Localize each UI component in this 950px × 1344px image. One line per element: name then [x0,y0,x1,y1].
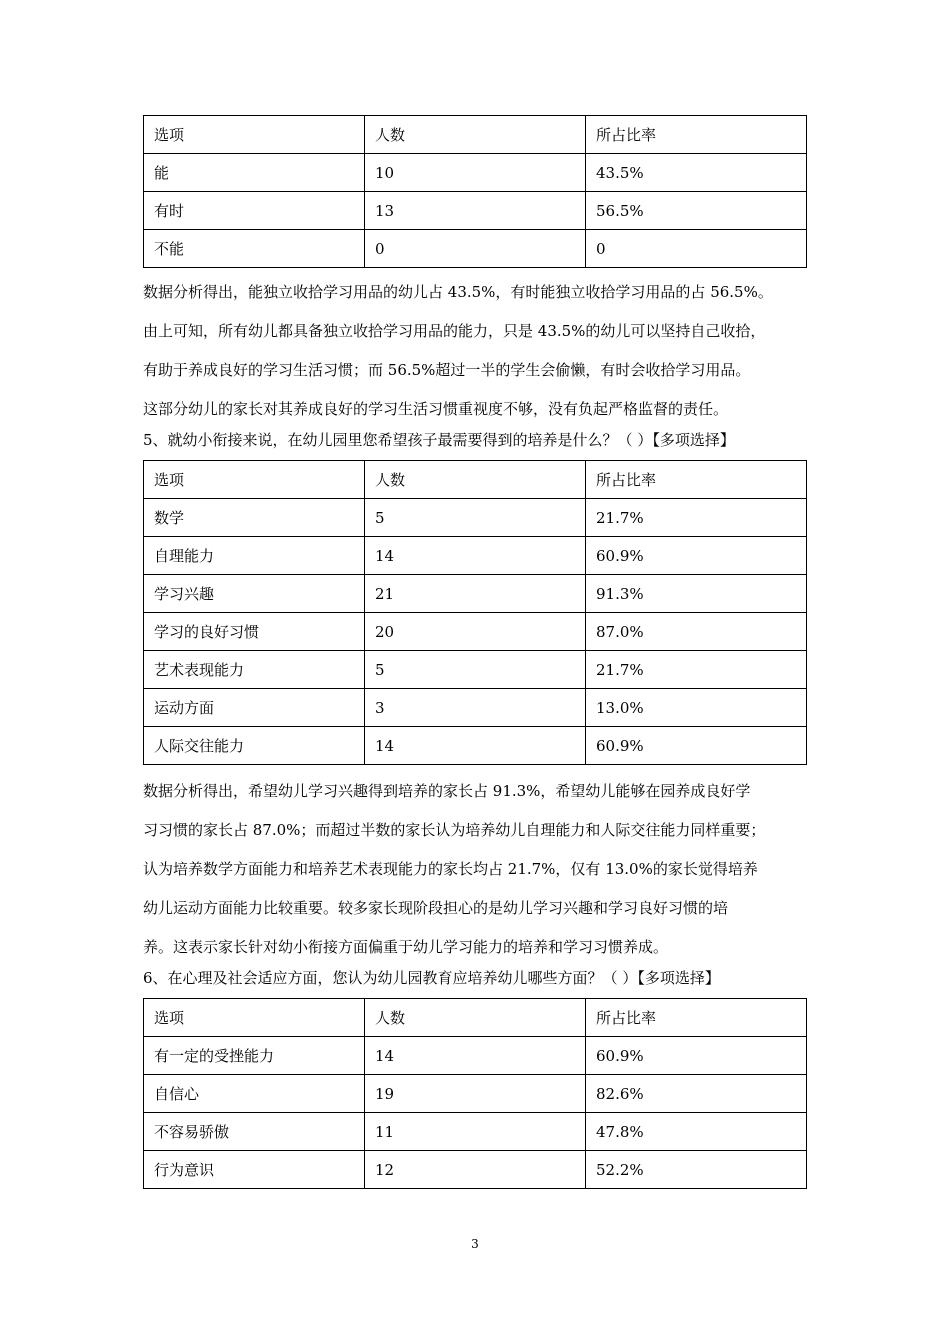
table-cell: 人际交往能力 [144,727,365,765]
table-cell: 3 [365,689,586,727]
table-cell: 自信心 [144,1075,365,1113]
table-row [144,1037,807,1075]
table-cell: 学习兴趣 [144,575,365,613]
table-cell: 20 [365,613,586,651]
table-cell: 5 [365,499,586,537]
table-cell: 所占比率 [586,461,807,499]
table-cell: 选项 [144,461,365,499]
table-header-row [144,999,807,1037]
table-cell: 19 [365,1075,586,1113]
table-row [144,727,807,765]
table-cell: 82.6% [586,1075,807,1113]
paragraph-line: 幼儿运动方面能力比较重要。较多家长现阶段担心的是幼儿学习兴趣和学习良好习惯的培 [143,899,729,917]
table-cell: 不能 [144,230,365,268]
table-cell: 5 [365,651,586,689]
table-cell: 人数 [365,999,586,1037]
table-cell: 60.9% [586,727,807,765]
table-cell: 14 [365,727,586,765]
analysis-paragraph-2 [143,772,807,967]
table-cell: 有一定的受挫能力 [144,1037,365,1075]
table-cell: 数学 [144,499,365,537]
table-cell: 10 [365,154,586,192]
table-row [144,1113,807,1151]
analysis-paragraph-1 [143,273,807,429]
table-cell: 47.8% [586,1113,807,1151]
table-cell: 14 [365,537,586,575]
table-row [144,575,807,613]
table-cell: 运动方面 [144,689,365,727]
question-6: 6、在心理及社会适应方面，您认为幼儿园教育应培养幼儿哪些方面？（ ）【多项选择】 [143,969,720,987]
table-cell: 14 [365,1037,586,1075]
table-cell: 人数 [365,461,586,499]
paragraph-line: 习习惯的家长占 87.0%；而超过半数的家长认为培养幼儿自理能力和人际交往能力同样重要； [143,821,766,839]
table-cell: 所占比率 [586,116,807,154]
paragraph-line: 由上可知，所有幼儿都具备独立收拾学习用品的能力，只是 43.5%的幼儿可以坚持自己收拾， [143,322,766,340]
table-row [144,689,807,727]
table-row [144,613,807,651]
table-header-row [144,461,807,499]
table-cell: 有时 [144,192,365,230]
paragraph-line: 数据分析得出，能独立收拾学习用品的幼儿占 43.5%，有时能独立收拾学习用品的占 56.5%。 [143,283,773,301]
table-cell: 21.7% [586,651,807,689]
table-cell: 87.0% [586,613,807,651]
table-cell: 21.7% [586,499,807,537]
table-cell: 所占比率 [586,999,807,1037]
paragraph-line: 这部分幼儿的家长对其养成良好的学习生活习惯重视度不够，没有负起严格监督的责任。 [143,400,729,418]
table-cell: 自理能力 [144,537,365,575]
page-number: 3 [471,1237,479,1251]
table-cell: 21 [365,575,586,613]
table-row [144,537,807,575]
table-cell: 0 [365,230,586,268]
paragraph-line: 有助于养成良好的学习生活习惯；而 56.5%超过一半的学生会偷懒，有时会收拾学习用品。 [143,361,751,379]
table-cell: 选项 [144,116,365,154]
table-cell: 60.9% [586,537,807,575]
table-cell: 行为意识 [144,1151,365,1189]
table-cell: 91.3% [586,575,807,613]
table-cell: 13 [365,192,586,230]
table-cell: 选项 [144,999,365,1037]
table-row [144,230,807,268]
survey-table-3 [143,998,807,1189]
table-row [144,192,807,230]
table-cell: 12 [365,1151,586,1189]
table-row [144,1151,807,1189]
table-cell: 不容易骄傲 [144,1113,365,1151]
table-cell: 60.9% [586,1037,807,1075]
table-cell: 能 [144,154,365,192]
question-5: 5、就幼小衔接来说，在幼儿园里您希望孩子最需要得到的培养是什么？（ ）【多项选择】 [143,431,735,449]
table-cell: 11 [365,1113,586,1151]
table-cell: 学习的良好习惯 [144,613,365,651]
table-cell: 0 [586,230,807,268]
survey-table-1 [143,115,807,268]
table-cell: 56.5% [586,192,807,230]
paragraph-line: 养。这表示家长针对幼小衔接方面偏重于幼儿学习能力的培养和学习习惯养成。 [143,938,669,956]
table-row [144,1075,807,1113]
table-row [144,154,807,192]
paragraph-line: 认为培养数学方面能力和培养艺术表现能力的家长均占 21.7%，仅有 13.0%的家长觉得培养 [143,860,758,878]
table-cell: 43.5% [586,154,807,192]
table-row [144,499,807,537]
table-cell: 13.0% [586,689,807,727]
table-header-row [144,116,807,154]
table-cell: 人数 [365,116,586,154]
survey-table-2 [143,460,807,765]
table-row [144,651,807,689]
table-cell: 52.2% [586,1151,807,1189]
table-cell: 艺术表现能力 [144,651,365,689]
paragraph-line: 数据分析得出，希望幼儿学习兴趣得到培养的家长占 91.3%，希望幼儿能够在园养成良好学 [143,782,751,800]
